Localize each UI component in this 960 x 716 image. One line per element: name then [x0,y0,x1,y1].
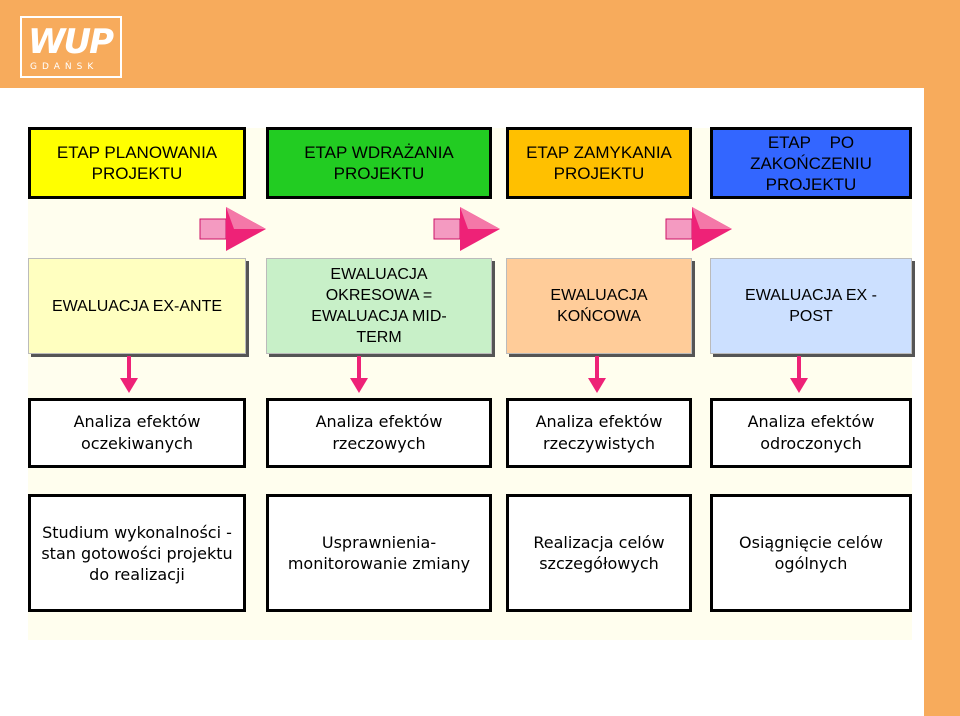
right-arrow-icon [432,205,502,253]
analysis-deferred [710,398,912,468]
specific-goals-realization-label: Realizacja celów szczegółowych [533,533,665,573]
evaluation-final-label: EWALUACJA KOŃCOWA [550,287,648,325]
stage-after-completion [710,127,912,199]
general-goals-achievement-label: Osiągnięcie celów ogólnych [739,533,883,573]
feasibility-study [28,494,246,612]
evaluation-mid-term [266,258,492,354]
stage-implementation-label: ETAP WDRAŻANIA PROJEKTU [304,143,454,183]
analysis-expected-label: Analiza efektów oczekiwanych [73,412,201,453]
down-arrow-icon [120,356,138,394]
analysis-actual [506,398,692,468]
right-bar [924,88,960,716]
analysis-material-label: Analiza efektów rzeczowych [315,412,443,453]
right-arrow-icon [198,205,268,253]
stage-closing-label: ETAP ZAMYKANIA PROJEKTU [526,143,672,183]
logo-subtext: GDAŃSK [30,62,99,72]
right-arrow-icon [664,205,734,253]
wup-logo [20,16,122,78]
stage-planning-label: ETAP PLANOWANIA PROJEKTU [56,143,218,183]
evaluation-mid-term-label: EWALUACJA OKRESOWA = EWALUACJA MID-TERM [311,266,447,346]
down-arrow-icon [790,356,808,394]
improvements-monitoring [266,494,492,612]
analysis-expected [28,398,246,468]
analysis-actual-label: Analiza efektów rzeczywistych [535,412,663,453]
logo-text: WUP [28,22,113,62]
evaluation-final [506,258,692,354]
improvements-monitoring-label: Usprawnienia-monitorowanie zmiany [287,533,471,573]
stage-after-completion-label: ETAP PO ZAKOŃCZENIU PROJEKTU [750,132,877,194]
stage-implementation [266,127,492,199]
general-goals-achievement [710,494,912,612]
analysis-material [266,398,492,468]
top-bar [0,0,960,88]
feasibility-study-label: Studium wykonalności - stan gotowości projektu do realizacji [41,522,233,584]
stage-closing [506,127,692,199]
down-arrow-icon [350,356,368,394]
evaluation-ex-ante-label: EWALUACJA EX-ANTE [51,297,223,315]
evaluation-ex-post [710,258,912,354]
evaluation-ex-ante [28,258,246,354]
specific-goals-realization [506,494,692,612]
evaluation-ex-post-label: EWALUACJA EX - POST [745,287,877,325]
down-arrow-icon [588,356,606,394]
analysis-deferred-label: Analiza efektów odroczonych [747,412,875,453]
stage-planning [28,127,246,199]
